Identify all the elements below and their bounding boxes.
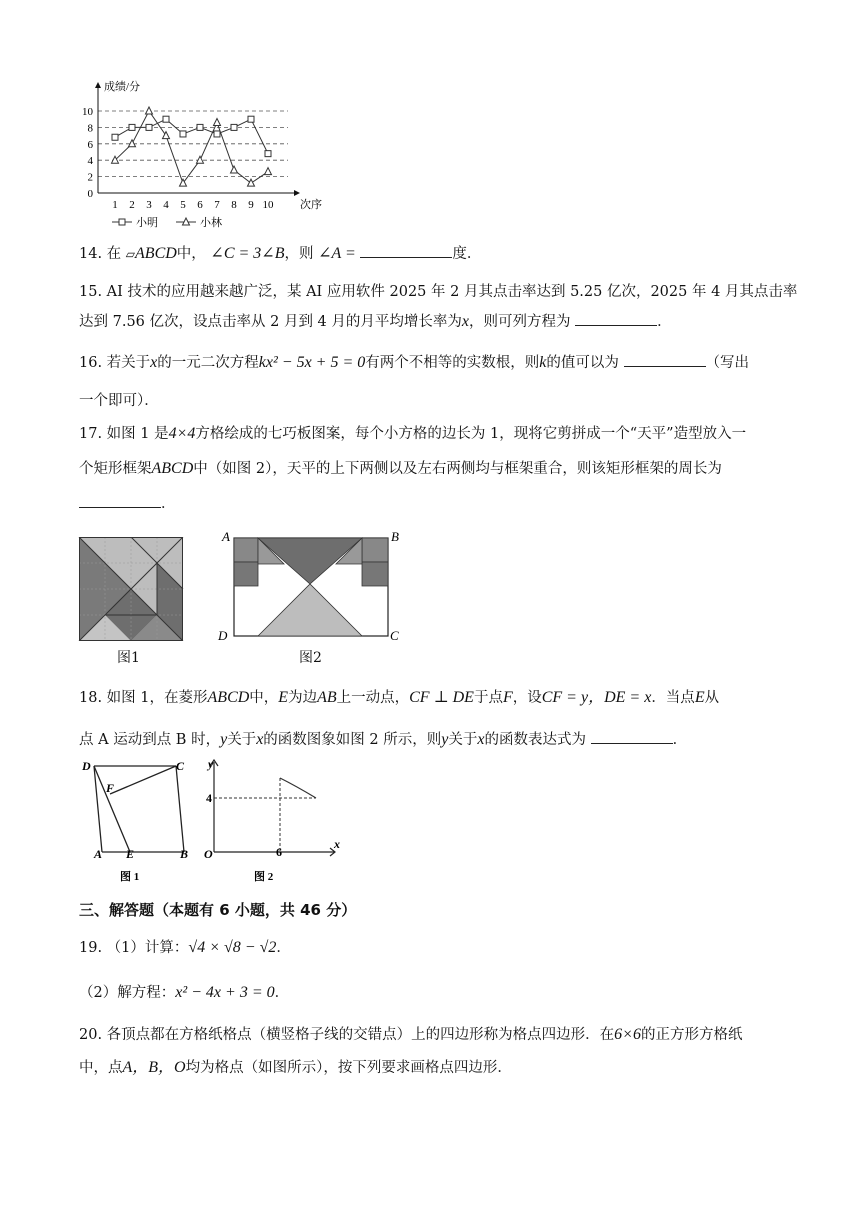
y-tick-label: 4 <box>87 155 93 168</box>
y-tick-label: 8 <box>87 122 93 135</box>
balance-figure-2 <box>214 528 408 646</box>
x-axis-arrow <box>294 190 300 196</box>
point-square <box>163 116 169 122</box>
rhombus-label-d: D <box>82 759 91 773</box>
question-15-line-1: 15. AI 技术的应用越来越广泛，某 AI 应用软件 2025 年 2 月其点击率达到 5.25 亿次，2025 年 4 月其点击率 <box>79 284 798 300</box>
answer-blank <box>575 325 657 326</box>
question-17-line-2: 个矩形框架ABCD中（如图 2），天平的上下两侧以及左右两侧均与框架重合，则该矩形框架的周长为 <box>79 460 722 477</box>
x-tick-label: 7 <box>214 199 220 211</box>
graph-label-y: y <box>208 757 214 771</box>
point-square <box>265 151 271 157</box>
series-line <box>115 119 268 153</box>
question-18-line-2: 点 A 运动到点 B 时，y关于x的函数图象如图 2 所示，则y关于x的函数表达式为 ． <box>79 731 688 748</box>
point-square <box>197 124 203 130</box>
question-18-line-1: 18. 如图 1，在菱形ABCD中，E为边AB上一动点，CF ⊥ DE于点F，设CF = y，DE = x．当点E从 <box>79 689 720 706</box>
x-tick-label: 8 <box>231 199 237 211</box>
graph-label-origin: O <box>204 847 213 861</box>
y-tick-label: 6 <box>87 138 93 151</box>
question-20-line-1: 20. 各顶点都在方格纸格点（横竖格子线的交错点）上的四边形称为格点四边形．在6×6的正方形方格纸 <box>79 1026 743 1043</box>
point-square <box>248 116 254 122</box>
rhombus-label-c: C <box>176 759 185 773</box>
answer-blank <box>360 257 452 258</box>
rhombus-caption: 图 1 <box>120 871 140 882</box>
point-square <box>146 124 152 130</box>
question-16-line-2: 一个即可）． <box>79 393 159 409</box>
question-19-part-2: （2）解方程：x² − 4x + 3 = 0． <box>79 984 290 1001</box>
rhombus-label-b: B <box>180 847 189 861</box>
parallelogram-icon: ▱ <box>125 247 136 261</box>
section-3-heading: 三、解答题（本题有 6 小题，共 46 分） <box>79 901 357 919</box>
point-triangle <box>265 168 272 175</box>
graph-label-four: 4 <box>206 791 212 805</box>
legend-label: 小林 <box>200 217 222 229</box>
x-tick-label: 5 <box>180 199 186 211</box>
figure-2-caption: 图2 <box>299 650 322 666</box>
x-tick-label: 1 <box>112 199 118 211</box>
x-tick-label: 3 <box>146 199 152 211</box>
tangram-figure-1 <box>78 537 184 641</box>
question-17-line-1: 17. 如图 1 是4×4方格绘成的七巧板图案，每个小方格的边长为 1，现将它剪拼成一个“天平”造型放入一 <box>79 425 747 442</box>
question-16-line-1: 16. 若关于x的一元二次方程kx² − 5x + 5 = 0有两个不相等的实数根，则k的值可以为 （写出 <box>79 354 749 371</box>
x-axis-label: 次序 <box>300 199 322 211</box>
question-14: 14. 在 ▱ABCD中， ∠C = 3∠B，则 ∠A = 度． <box>79 245 482 262</box>
y-axis-arrow <box>95 82 101 88</box>
y-axis-label: 成绩/分 <box>104 81 141 93</box>
x-tick-label: 2 <box>129 199 135 211</box>
legend-label: 小明 <box>136 217 158 229</box>
point-triangle <box>231 166 238 173</box>
question-17-line-3: ． <box>79 494 176 514</box>
legend-marker <box>119 219 125 225</box>
question-15-line-2: 达到 7.56 亿次，设点击率从 2 月到 4 月的月平均增长率为x，则可列方程为 ． <box>79 313 672 330</box>
graph-caption: 图 2 <box>254 871 274 882</box>
point-triangle <box>146 107 153 114</box>
answer-blank <box>591 743 673 744</box>
question-19-part-1: 19. （1）计算：√4 × √8 − √2． <box>79 939 291 956</box>
point-square <box>231 124 237 130</box>
function-graph-figure-2 <box>200 756 344 882</box>
label-a: A <box>222 529 230 544</box>
x-tick-label: 4 <box>163 199 169 211</box>
label-b: B <box>391 529 399 544</box>
x-tick-label: 9 <box>248 199 254 211</box>
label-c: C <box>390 628 399 643</box>
point-square <box>180 131 186 137</box>
question-20-line-2: 中，点A，B，O均为格点（如图所示），按下列要求画格点四边形． <box>79 1059 512 1076</box>
x-tick-label: 10 <box>262 199 274 211</box>
point-square <box>112 134 118 140</box>
point-triangle <box>129 140 136 147</box>
graph-label-six: 6 <box>276 845 282 859</box>
answer-blank <box>79 507 161 508</box>
label-d: D <box>218 628 228 643</box>
figure-1-caption: 图1 <box>117 650 140 666</box>
y-tick-label: 0 <box>87 188 93 200</box>
rhombus-label-a: A <box>94 847 103 861</box>
graph-label-x: x <box>334 837 340 851</box>
point-square <box>129 124 135 130</box>
point-triangle <box>214 118 221 125</box>
y-tick-label: 2 <box>87 171 93 184</box>
answer-blank <box>624 366 706 367</box>
score-line-chart <box>72 78 332 238</box>
rhombus-label-f: F <box>106 781 115 795</box>
point-square <box>214 131 220 137</box>
y-tick-label: 10 <box>82 106 93 118</box>
point-triangle <box>197 156 204 163</box>
point-triangle <box>248 179 255 186</box>
x-tick-label: 6 <box>197 199 203 211</box>
rhombus-label-e: E <box>126 847 135 861</box>
rhombus-figure-1 <box>80 756 202 882</box>
